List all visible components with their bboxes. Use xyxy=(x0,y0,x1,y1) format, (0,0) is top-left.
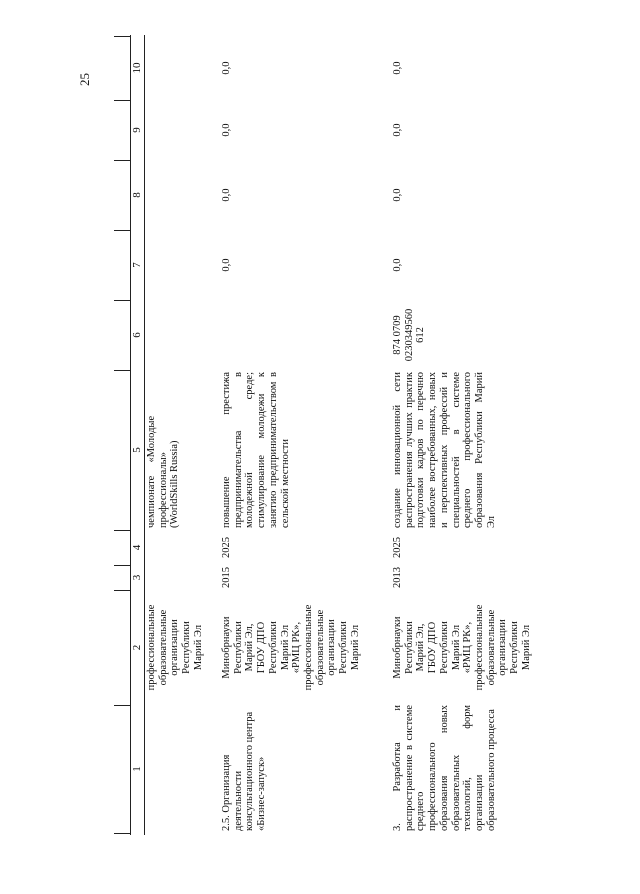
col-border-1-bottom xyxy=(114,833,130,834)
row-3-name: 3. Разработка и распространение в системе среднего профессионального образования новых образовательных технологий, форм организации образовательного процесса xyxy=(392,705,497,831)
row-separator-header xyxy=(144,35,145,835)
col-header-1: 1 xyxy=(131,766,143,772)
col-border-9-10 xyxy=(114,100,130,101)
col-header-7: 7 xyxy=(131,262,143,268)
row-2-5-responsible: Минобрнауки Республики Марий Эл, ГБОУ ДПО Республики Марий Эл «РМЦ РК», профессиональные образовательные организации Республики Марий Эл xyxy=(221,604,361,691)
col-border-7-8 xyxy=(114,230,130,231)
col-header-8: 8 xyxy=(131,192,143,198)
col-border-8-9 xyxy=(114,160,130,161)
row-2-5-value-10: 0,0 xyxy=(221,61,232,75)
row-3-responsible: Минобрнауки Республики Марий Эл, ГБОУ ДПО Республики Марий Эл «РМЦ РК», профессиональные образовательные организации Республики Марий Эл xyxy=(392,604,532,691)
col-border-1-2 xyxy=(114,705,130,706)
col-header-3: 3 xyxy=(131,574,143,581)
row-3-start-year: 2013 xyxy=(392,567,403,588)
row-3-budget-code: 874 0709 0230349560 612 xyxy=(392,308,427,362)
col-header-10: 10 xyxy=(131,62,143,74)
continued-result: чемпионате «Молодые профессионалы» (WorldSkills Russia) xyxy=(146,415,181,528)
row-3-result: создание инновационной сети распространения лучших практик подготовки кадров по перечню наиболее востребованных, новых и перспективных профессий и специальностей в системе среднего профессионального образования Республики Марий Эл xyxy=(392,372,497,528)
col-border-2-3 xyxy=(114,590,130,591)
row-2-5-value-8: 0,0 xyxy=(221,188,232,202)
col-header-6: 6 xyxy=(131,332,143,338)
row-2-5-start-year: 2015 xyxy=(221,567,232,588)
row-2-5-name: 2.5. Организация деятельности консультационного центра «Бизнес-запуск» xyxy=(221,711,268,831)
row-3-value-9: 0,0 xyxy=(392,123,403,137)
col-border-3-4 xyxy=(114,565,130,566)
row-3-value-8: 0,0 xyxy=(392,188,403,202)
col-header-4: 4 xyxy=(131,544,143,551)
page-number: 25 xyxy=(77,73,92,86)
col-header-2: 2 xyxy=(131,644,143,651)
col-border-6-7 xyxy=(114,300,130,301)
col-border-5-6 xyxy=(114,370,130,371)
row-3-value-10: 0,0 xyxy=(392,61,403,75)
row-2-5-value-9: 0,0 xyxy=(221,123,232,137)
continued-responsible: профессиональные образовательные организации Республики Марий Эл xyxy=(146,604,204,691)
col-header-9: 9 xyxy=(131,127,143,133)
col-border-4-5 xyxy=(114,530,130,531)
row-2-5-result: повышение престижа предпринимательства в молодежной среде; стимулирование молодежи к занятию предпринимательством в сельской местности xyxy=(221,372,291,528)
col-border-10-top xyxy=(114,36,130,37)
row-3-value-7: 0,0 xyxy=(392,258,403,272)
row-2-5-end-year: 2025 xyxy=(221,537,232,558)
col-header-5: 5 xyxy=(131,447,143,453)
row-3-end-year: 2025 xyxy=(392,537,403,558)
row-2-5-value-7: 0,0 xyxy=(221,258,232,272)
